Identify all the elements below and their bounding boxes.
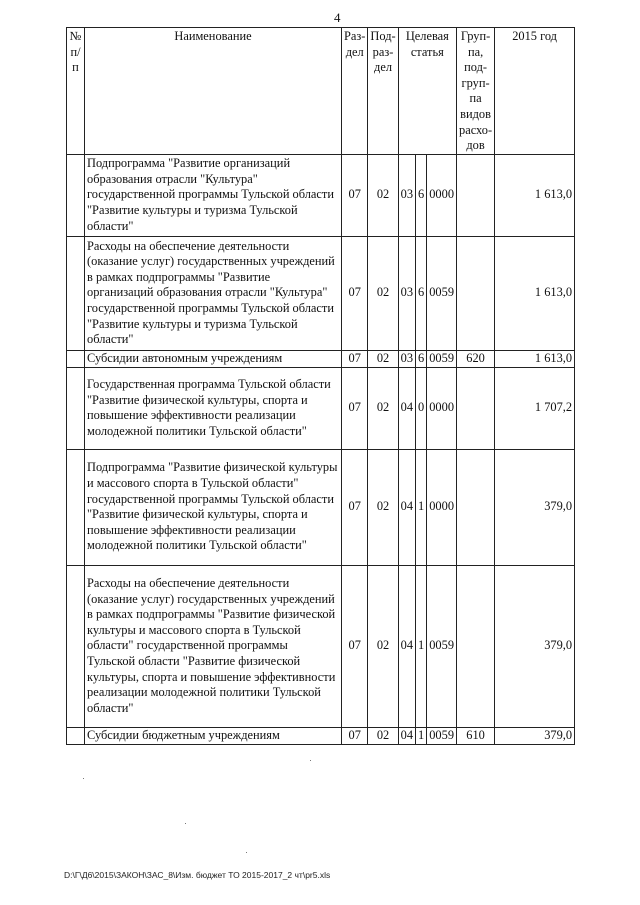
page-number: 4 (334, 10, 341, 25)
header-amount-2015: 2015 год (495, 28, 575, 155)
cell-target-direction: 0059 (427, 350, 457, 367)
cell-name: Подпрограмма "Развитие физической культуры и массового спорта в Тульской области" государственной программы Тульской области "Развитие физической культуры, спорта и повышение эффективности реализации молодежной политики Тульской области" (85, 449, 342, 565)
cell-no (67, 350, 85, 367)
cell-amount: 379,0 (495, 727, 575, 744)
header-razdel: Раз-дел (342, 28, 368, 155)
cell-name: Государственная программа Тульской области "Развитие физической культуры, спорта и повышение эффективности реализации молодежной политики Тульской области" (85, 367, 342, 449)
cell-no (67, 367, 85, 449)
table-header-row (67, 28, 575, 155)
cell-razdel: 07 (342, 727, 368, 744)
cell-target-program: 03 (398, 236, 415, 350)
cell-target-subprogram: 6 (416, 154, 427, 236)
cell-target-direction: 0000 (427, 367, 457, 449)
cell-no (67, 565, 85, 727)
cell-target-program: 04 (398, 449, 415, 565)
cell-name: Субсидии автономным учреждениям (85, 350, 342, 367)
cell-podrazdel: 02 (368, 350, 398, 367)
cell-razdel: 07 (342, 565, 368, 727)
cell-name: Субсидии бюджетным учреждениям (85, 727, 342, 744)
cell-target-direction: 0000 (427, 449, 457, 565)
table-row (67, 565, 575, 727)
cell-group (457, 367, 495, 449)
table-row (67, 350, 575, 367)
cell-razdel: 07 (342, 350, 368, 367)
cell-target-direction: 0059 (427, 727, 457, 744)
table-row (67, 236, 575, 350)
cell-group: 610 (457, 727, 495, 744)
cell-amount: 379,0 (495, 565, 575, 727)
table-row (67, 367, 575, 449)
cell-no (67, 154, 85, 236)
table-row (67, 449, 575, 565)
cell-podrazdel: 02 (368, 367, 398, 449)
scan-speck (185, 823, 186, 824)
cell-razdel: 07 (342, 154, 368, 236)
cell-group (457, 449, 495, 565)
cell-group (457, 565, 495, 727)
cell-target-program: 04 (398, 727, 415, 744)
cell-no (67, 727, 85, 744)
cell-amount: 1 613,0 (495, 236, 575, 350)
cell-podrazdel: 02 (368, 565, 398, 727)
cell-group (457, 236, 495, 350)
cell-target-program: 04 (398, 565, 415, 727)
cell-target-program: 04 (398, 367, 415, 449)
cell-razdel: 07 (342, 367, 368, 449)
header-podrazdel: Под-раз-дел (368, 28, 398, 155)
cell-podrazdel: 02 (368, 727, 398, 744)
cell-no (67, 236, 85, 350)
cell-podrazdel: 02 (368, 154, 398, 236)
cell-target-direction: 0059 (427, 236, 457, 350)
header-expense-group: Груп-па, под-груп-па видов расхо-дов (457, 28, 495, 155)
cell-podrazdel: 02 (368, 449, 398, 565)
cell-target-subprogram: 0 (416, 367, 427, 449)
cell-target-subprogram: 6 (416, 350, 427, 367)
cell-name: Расходы на обеспечение деятельности (оказание услуг) государственных учреждений в рамках подпрограммы "Развитие организаций образования отрасли "Культура" государственной программы Тульской области "Развитие культуры и туризма Тульской области" (85, 236, 342, 350)
cell-target-subprogram: 1 (416, 565, 427, 727)
cell-amount: 1 707,2 (495, 367, 575, 449)
cell-amount: 1 613,0 (495, 154, 575, 236)
table-row (67, 727, 575, 744)
cell-amount: 379,0 (495, 449, 575, 565)
cell-target-direction: 0059 (427, 565, 457, 727)
budget-table (66, 27, 575, 745)
scan-speck (310, 760, 311, 761)
cell-target-program: 03 (398, 350, 415, 367)
cell-target-direction: 0000 (427, 154, 457, 236)
cell-no (67, 449, 85, 565)
scan-speck (83, 778, 84, 779)
cell-podrazdel: 02 (368, 236, 398, 350)
cell-target-program: 03 (398, 154, 415, 236)
header-name: Наименование (85, 28, 342, 155)
header-no: № п/п (67, 28, 85, 155)
cell-amount: 1 613,0 (495, 350, 575, 367)
cell-name: Подпрограмма "Развитие организаций образования отрасли "Культура" государственной программы Тульской области "Развитие культуры и туризма Тульской области" (85, 154, 342, 236)
cell-group: 620 (457, 350, 495, 367)
table-row (67, 154, 575, 236)
cell-target-subprogram: 1 (416, 449, 427, 565)
cell-razdel: 07 (342, 236, 368, 350)
file-path-footer: D:\Г\Д6\2015\ЗАКОН\ЗАС_8\Изм. бюджет ТО 2015-2017_2 чт\pr5.xls (64, 870, 331, 880)
cell-group (457, 154, 495, 236)
header-target-article: Целевая статья (398, 28, 456, 155)
cell-name: Расходы на обеспечение деятельности (оказание услуг) государственных учреждений в рамках подпрограммы "Развитие физической культуры и массового спорта в Тульской области" государственной программы Тульской области "Развитие физической культуры, спорта и повышение эффективности реализации молодежной политики Тульской области" (85, 565, 342, 727)
cell-target-subprogram: 1 (416, 727, 427, 744)
cell-target-subprogram: 6 (416, 236, 427, 350)
scan-speck (246, 852, 247, 853)
cell-razdel: 07 (342, 449, 368, 565)
